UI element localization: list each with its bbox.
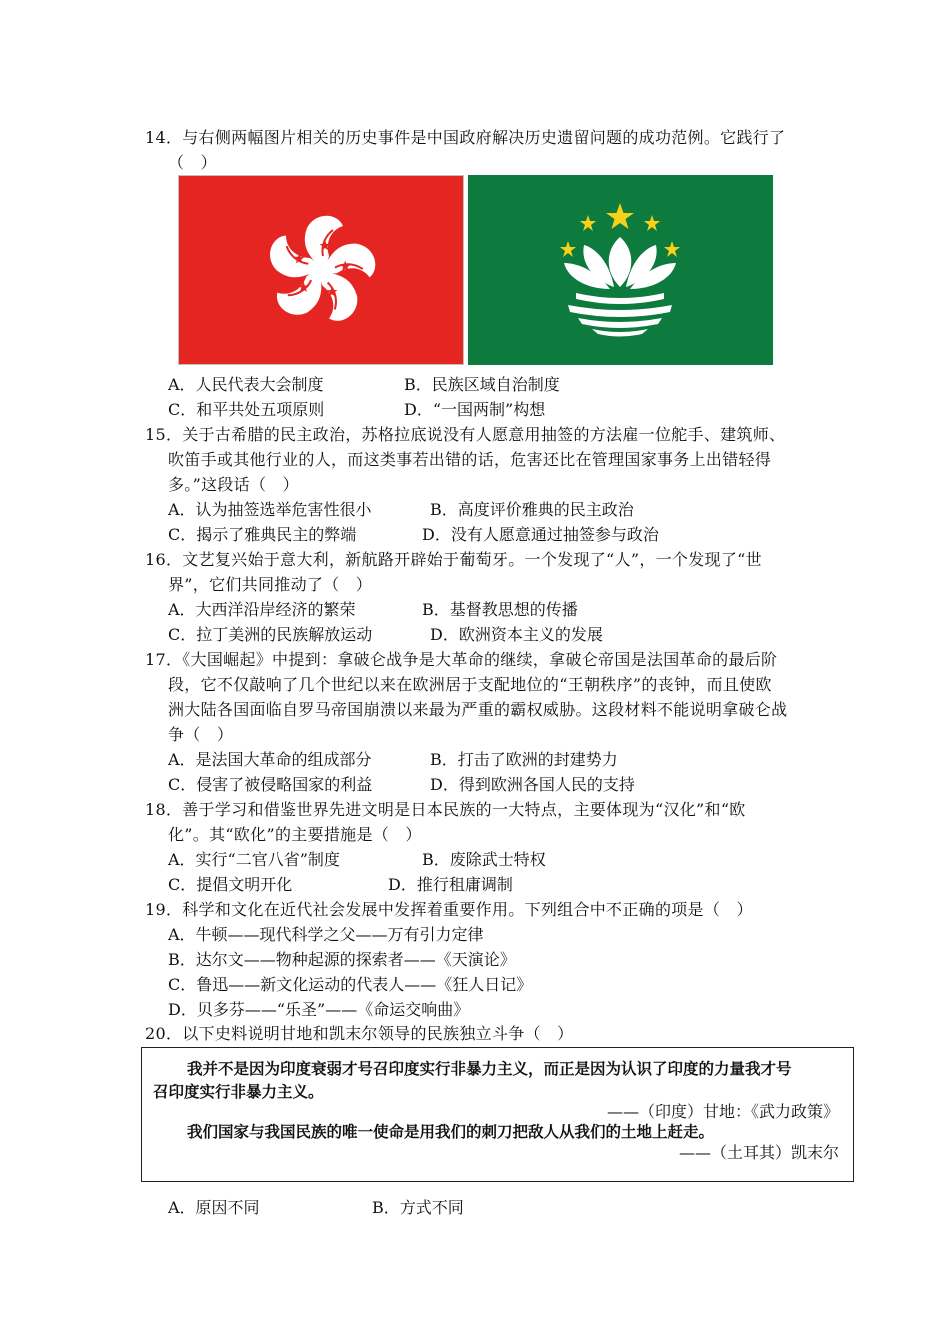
q16-option-b[interactable]: B．基督教思想的传播 — [422, 600, 578, 619]
q15-option-b[interactable]: B．高度评价雅典的民主政治 — [430, 500, 634, 519]
q14-option-a[interactable]: A．人民代表大会制度 — [168, 375, 324, 394]
q18-option-d[interactable]: D．推行租庸调制 — [388, 875, 513, 894]
kemal-source: ——（土耳其）凯末尔 — [678, 1143, 839, 1162]
q19-option-b[interactable]: B．达尔文——物种起源的探索者——《天演论》 — [168, 950, 516, 969]
macau-flag — [468, 175, 773, 365]
gandhi-quote-line1: 我并不是因为印度衰弱才号召印度实行非暴力主义，而正是因为认识了印度的力量我才号 — [187, 1060, 792, 1078]
source-material-box — [141, 1047, 854, 1182]
gandhi-source: ——（印度）甘地：《武力政策》 — [606, 1102, 839, 1121]
q17-option-a[interactable]: A．是法国大革命的组成部分 — [168, 750, 372, 769]
q14-option-b[interactable]: B．民族区域自治制度 — [404, 375, 560, 394]
q15-stem-line3: 多。”这段话（ ） — [168, 475, 299, 494]
q19-option-c[interactable]: C．鲁迅——新文化运动的代表人——《狂人日记》 — [168, 975, 533, 994]
q15-option-a[interactable]: A．认为抽签选举危害性很小 — [168, 500, 372, 519]
q16-option-c[interactable]: C．拉丁美洲的民族解放运动 — [168, 625, 373, 644]
q18-stem-line1: 18．善于学习和借鉴世界先进文明是日本民族的一大特点，主要体现为“汉化”和“欧 — [145, 800, 746, 819]
q19-option-d[interactable]: D．贝多芬——“乐圣”——《命运交响曲》 — [168, 1000, 470, 1019]
q14-stem-line2: （ ） — [168, 153, 217, 172]
q17-stem-line4: 争（ ） — [168, 725, 234, 744]
q20-stem-line1: 20．以下史料说明甘地和凯末尔领导的民族独立斗争（ ） — [145, 1024, 574, 1043]
q20-option-a[interactable]: A．原因不同 — [168, 1198, 260, 1217]
q18-stem-line2: 化”。其“欧化”的主要措施是（ ） — [168, 825, 422, 844]
hong-kong-flag — [178, 175, 464, 365]
q17-option-d[interactable]: D．得到欧洲各国人民的支持 — [430, 775, 635, 794]
q17-stem-line1: 17．《大国崛起》中提到：拿破仑战争是大革命的继续，拿破仑帝国是法国革命的最后阶 — [145, 650, 778, 669]
q15-option-d[interactable]: D．没有人愿意通过抽签参与政治 — [422, 525, 659, 544]
q15-stem-line2: 吹笛手或其他行业的人，而这类事若出错的话，危害还比在管理国家事务上出错轻得 — [168, 450, 772, 469]
q16-option-a[interactable]: A．大西洋沿岸经济的繁荣 — [168, 600, 356, 619]
q17-stem-line2: 段，它不仅敲响了几个世纪以来在欧洲居于支配地位的“王朝秩序”的丧钟，而且使欧 — [168, 675, 772, 694]
q17-option-c[interactable]: C．侵害了被侵略国家的利益 — [168, 775, 373, 794]
q16-stem-line2: 界”，它们共同推动了（ ） — [168, 575, 373, 594]
q17-option-b[interactable]: B．打击了欧洲的封建势力 — [430, 750, 618, 769]
q15-stem-line1: 15．关于古希腊的民主政治，苏格拉底说没有人愿意用抽签的方法雇一位舵手、建筑师、 — [145, 425, 786, 444]
q18-option-b[interactable]: B．废除武士特权 — [422, 850, 546, 869]
q15-option-c[interactable]: C．揭示了雅典民主的弊端 — [168, 525, 357, 544]
q17-stem-line3: 洲大陆各国面临自罗马帝国崩溃以来最为严重的霸权威胁。这段材料不能说明拿破仑战 — [168, 700, 788, 719]
q14-option-d[interactable]: D．“一国两制”构想 — [404, 400, 546, 419]
q20-option-b[interactable]: B．方式不同 — [372, 1198, 464, 1217]
gandhi-quote-line2: 召印度实行非暴力主义。 — [153, 1083, 324, 1101]
q19-option-a[interactable]: A．牛顿——现代科学之父——万有引力定律 — [168, 925, 484, 944]
q19-stem-line1: 19．科学和文化在近代社会发展中发挥着重要作用。下列组合中不正确的项是（ ） — [145, 900, 753, 919]
q14-stem-line1: 14．与右侧两幅图片相关的历史事件是中国政府解决历史遗留问题的成功范例。它践行了 — [145, 128, 786, 147]
q16-stem-line1: 16．文艺复兴始于意大利，新航路开辟始于葡萄牙。一个发现了“人”，一个发现了“世 — [145, 550, 762, 569]
q16-option-d[interactable]: D．欧洲资本主义的发展 — [430, 625, 603, 644]
kemal-quote: 我们国家与我国民族的唯一使命是用我们的刺刀把敌人从我们的土地上赶走。 — [187, 1123, 715, 1141]
q14-option-c[interactable]: C．和平共处五项原则 — [168, 400, 325, 419]
q18-option-c[interactable]: C．提倡文明开化 — [168, 875, 293, 894]
q18-option-a[interactable]: A．实行“二官八省”制度 — [168, 850, 340, 869]
